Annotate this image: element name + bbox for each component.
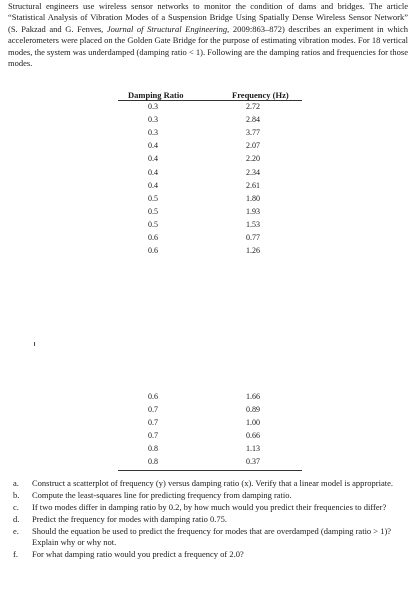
frequency-cell: 1.93 [246,206,260,216]
intro-text-2: , 2009:863–872) describes an experiment in which accelerometers were placed on the Golden Gate Bridge for the purpose of estimating vibration modes. For 18 vertical modes, the system was underdamped (damping ratio < 1). Following are the damping ratios and frequencies for those modes. [8,23,408,69]
frequency-cell: 2.61 [246,180,260,190]
damping-ratio-cell: 0.7 [148,431,158,440]
damping-ratio-cell: 0.4 [148,167,158,177]
damping-ratio-cell: 0.3 [148,115,158,125]
frequency-cell: 2.72 [246,102,260,111]
question-text: Construct a scatterplot of frequency (y) versus damping ratio (x). Verify that a linear model is appropriate. [32,478,393,488]
question-text: Predict the frequency for modes with damping ratio 0.75. [32,514,227,524]
journal-title: Journal of Structural Engineering [106,23,228,34]
frequency-cell: 1.26 [246,246,260,256]
damping-ratio-cell: 0.4 [148,180,158,190]
question-item [8,502,408,513]
frequency-cell: 2.84 [246,115,260,125]
question-text: If two modes differ in damping ratio by 0.2, by how much would you predict their frequencies to differ? [32,502,387,512]
table-bottom-rule [118,470,302,471]
question-item [8,478,408,489]
question-item [8,549,408,560]
header-frequency: Frequency (Hz) [232,90,289,100]
question-letter: f. [13,549,18,559]
damping-ratio-cell: 0.4 [148,154,158,164]
question-item [8,526,408,548]
question-text: Compute the least-squares line for predicting frequency from damping ratio. [32,490,292,500]
damping-ratio-cell: 0.6 [148,246,158,256]
frequency-cell: 1.53 [246,219,260,229]
question-item [8,490,408,501]
frequency-cell: 2.20 [246,154,260,164]
frequency-cell: 1.13 [246,444,260,453]
damping-ratio-cell: 0.7 [148,405,158,414]
question-letter: a. [13,478,19,488]
table-header-rule [118,100,302,101]
problem-intro [8,1,408,69]
frequency-cell: 1.66 [246,392,260,401]
question-item [8,514,408,525]
damping-ratio-cell: 0.6 [148,392,158,401]
frequency-cell: 0.37 [246,457,260,466]
frequency-cell: 0.89 [246,405,260,414]
damping-ratio-cell: 0.3 [148,102,158,111]
frequency-cell: 0.66 [246,431,260,440]
frequency-cell: 2.34 [246,167,260,177]
question-letter: b. [13,490,20,500]
damping-ratio-cell: 0.6 [148,233,158,242]
intro-text-1: Structural engineers use wireless sensor networks to monitor the condition of dams and bridges. The article “Statistical Analysis of Vibration Modes of a Suspension Bridge Using Spatially Dense Wireless Sensor Network” (S. Pakzad and G. Fenves, [8,1,408,34]
damping-ratio-cell: 0.7 [148,418,158,427]
damping-ratio-cell: 0.5 [148,219,158,229]
question-letter: e. [13,526,19,536]
question-list [8,478,408,561]
question-text: For what damping ratio would you predict a frequency of 2.0? [32,549,244,559]
frequency-cell: 1.00 [246,418,260,427]
question-letter: c. [13,502,19,512]
damping-ratio-cell: 0.8 [148,457,158,466]
header-damping-ratio: Damping Ratio [128,90,184,100]
damping-ratio-cell: 0.4 [148,141,158,151]
frequency-cell: 0.77 [246,233,260,242]
frequency-cell: 3.77 [246,128,260,138]
damping-ratio-cell: 0.5 [148,206,158,216]
frequency-cell: 2.07 [246,141,260,151]
damping-ratio-cell: 0.8 [148,444,158,453]
damping-ratio-cell: 0.5 [148,193,158,203]
question-text: Should the equation be used to predict the frequency for modes that are overdamped (damping ratio > 1)? Explain why or why not. [32,526,392,547]
damping-ratio-cell: 0.3 [148,128,158,138]
stray-mark [34,342,35,346]
question-letter: d. [13,514,20,524]
frequency-cell: 1.80 [246,193,260,203]
